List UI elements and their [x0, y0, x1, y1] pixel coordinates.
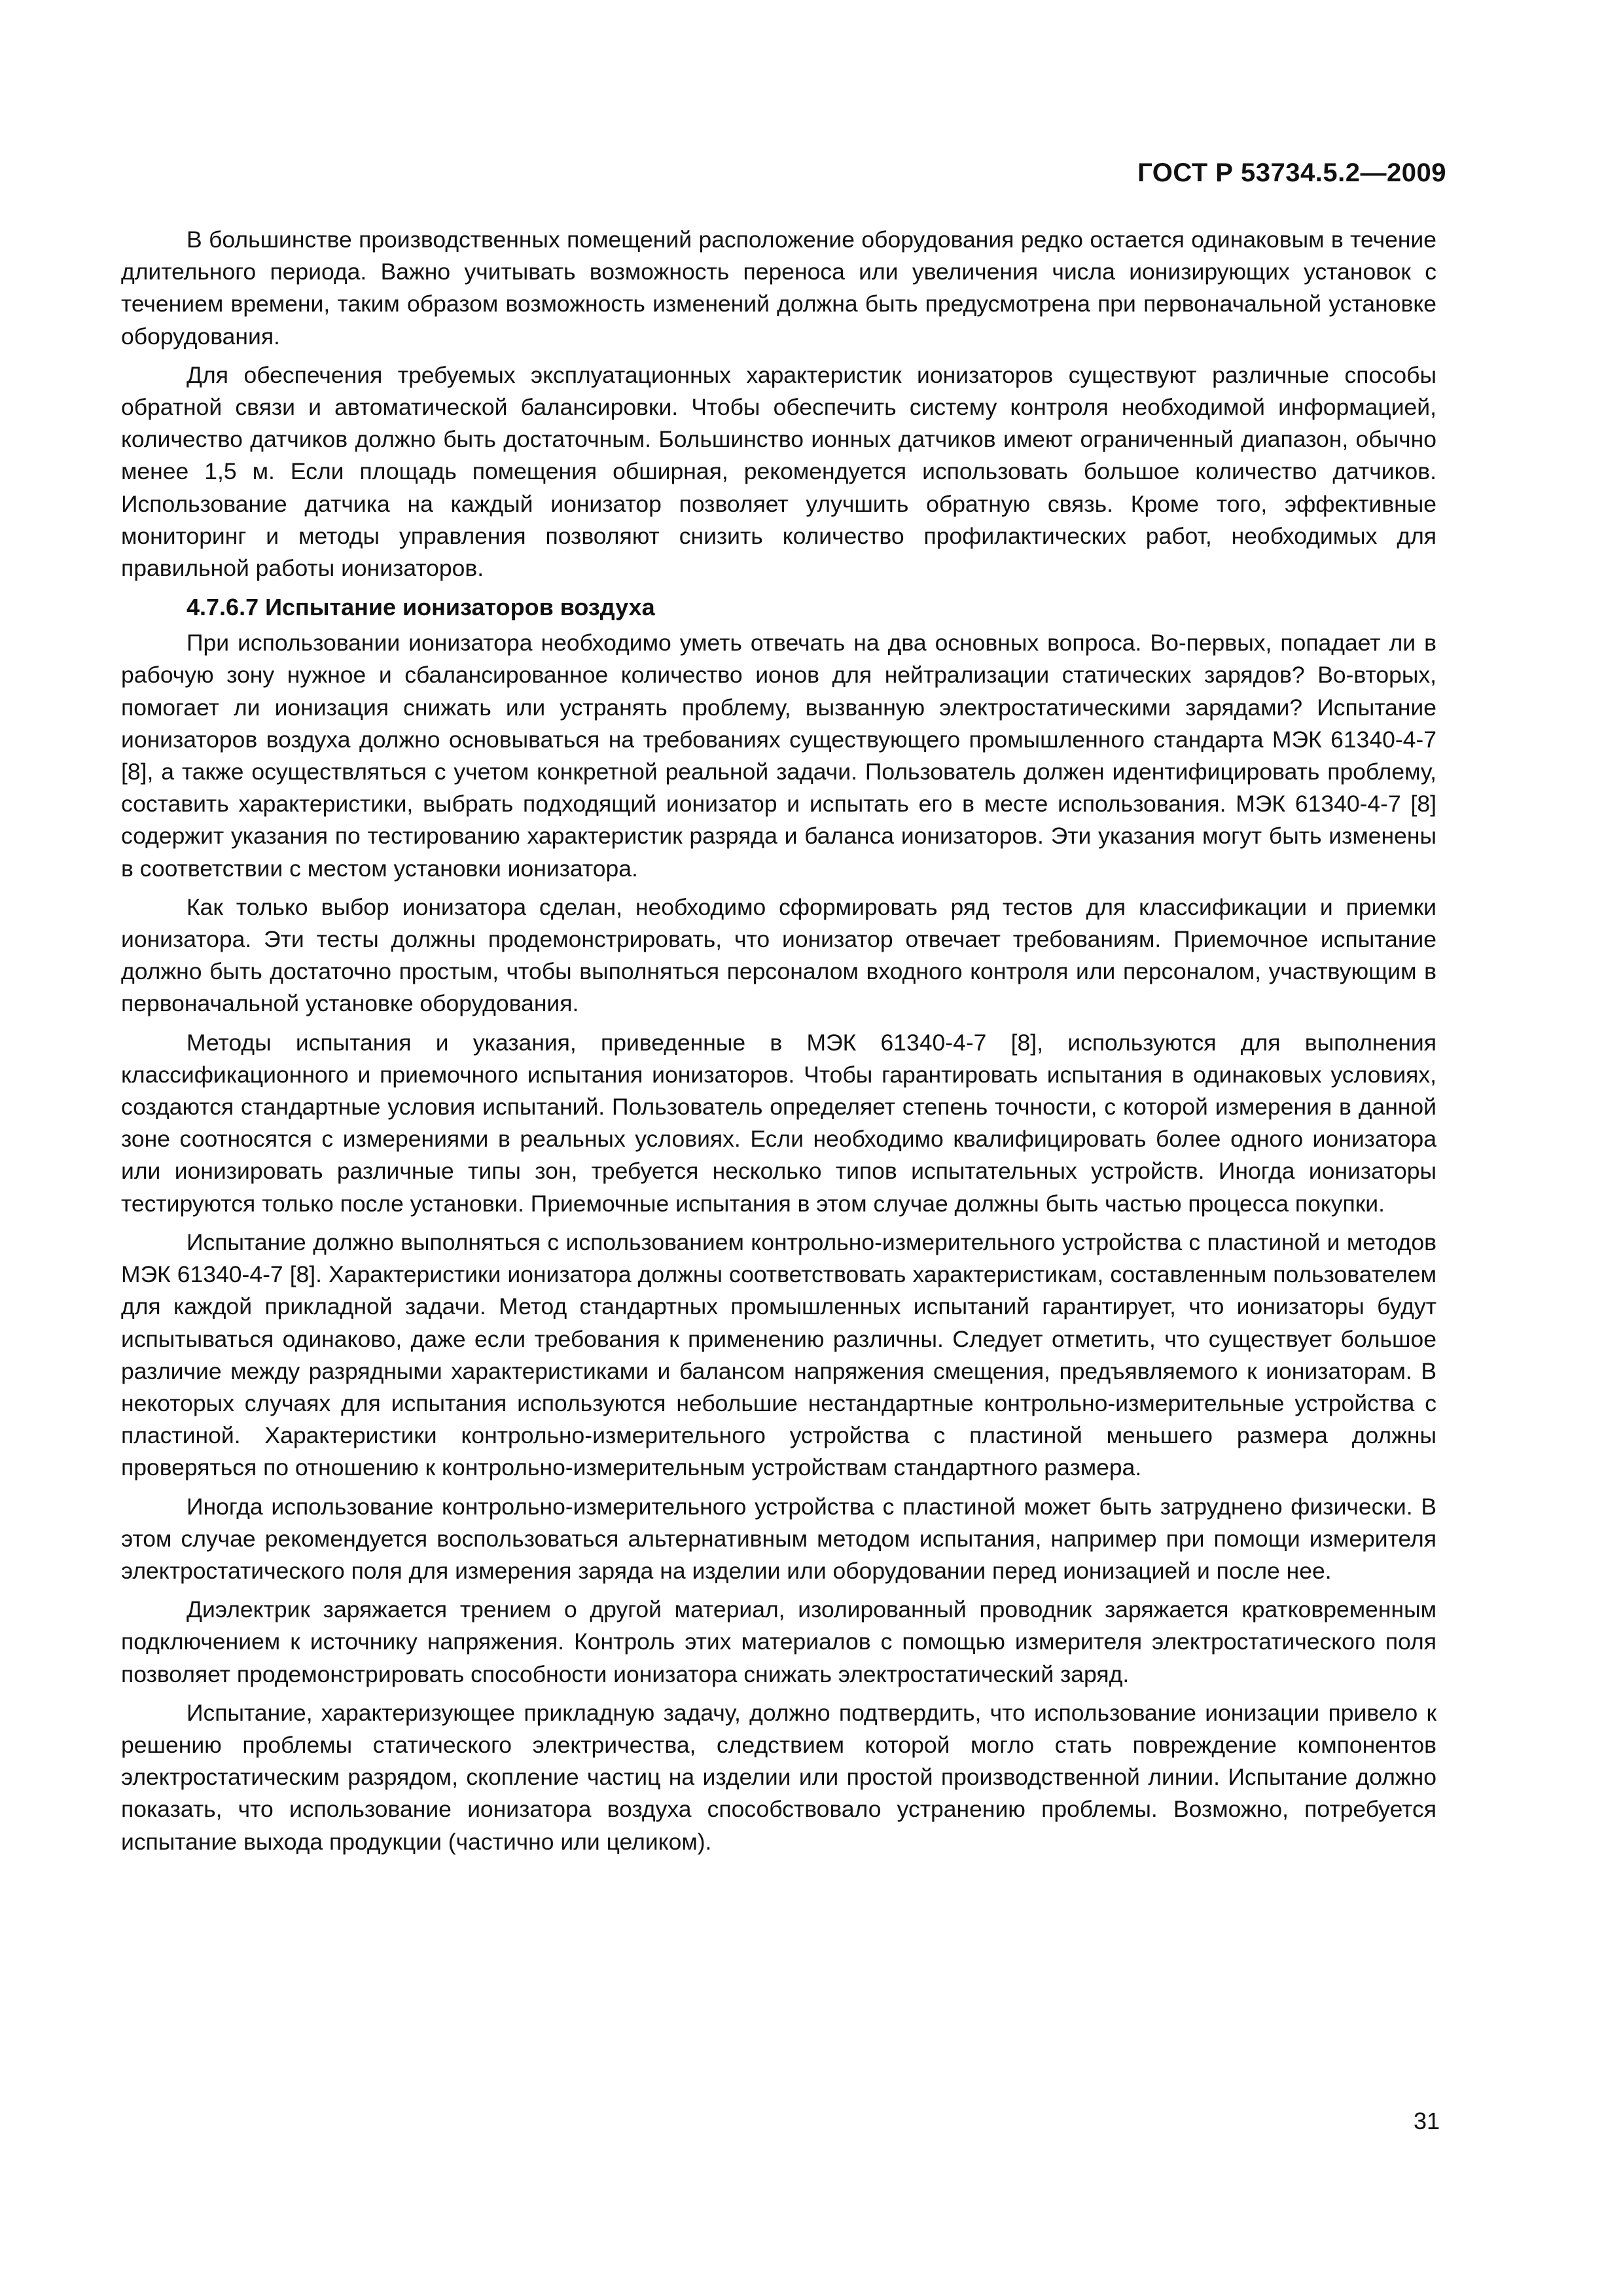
document-body [121, 224, 1436, 1865]
body-paragraph: При использовании ионизатора необходимо уметь отвечать на два основных вопроса. Во-первых, попадает ли в рабочую зону нужное и сбалансированное количество ионов для нейтрализации статических зарядов? Во-вторых, помогает ли ионизация снижать или устранять проблему, вызванную электростатическими зарядами? Испытание ионизаторов воздуха должно основываться на требованиях существующего промышленного стандарта МЭК 61340-4-7 [8], а также осуществляться с учетом конкретной реальной задачи. Пользователь должен идентифицировать проблему, составить характеристики, выбрать подходящий ионизатор и испытать его в месте использования. МЭК 61340-4-7 [8] содержит указания по тестированию характеристик разряда и баланса ионизаторов. Эти указания могут быть изменены в соответствии с местом установки ионизатора. [121, 630, 1436, 882]
section-heading: 4.7.6.7 Испытание ионизаторов воздуха [187, 594, 655, 621]
body-paragraph: Иногда использование контрольно-измерительного устройства с пластиной может быть затруднено физически. В этом случае рекомендуется воспользоваться альтернативным методом испытания, например при помощи измерителя электростатического поля для измерения заряда на изделии или оборудовании перед ионизацией и после нее. [121, 1493, 1436, 1584]
body-paragraph: В большинстве производственных помещений расположение оборудования редко остается одинаковым в течение длительного периода. Важно учитывать возможность переноса или увеличения числа ионизирующих установок с течением времени, таким образом возможность изменений должна быть предусмотрена при первоначальной установке оборудования. [121, 226, 1436, 350]
body-paragraph: Методы испытания и указания, приведенные в МЭК 61340-4-7 [8], используются для выполнения классификационного и приемочного испытания ионизаторов. Чтобы гарантировать испытания в одинаковых условиях, создаются стандартные условия испытаний. Пользователь определяет степень точности, с которой измерения в данной зоне соотносятся с измерениями в реальных условиях. Если необходимо квалифицировать более одного ионизатора или ионизировать различные типы зон, требуется несколько типов испытательных устройств. Иногда ионизаторы тестируются только после установки. Приемочные испытания в этом случае должны быть частью процесса покупки. [121, 1029, 1436, 1217]
body-paragraph: Испытание, характеризующее прикладную задачу, должно подтвердить, что использование ионизации привело к решению проблемы статического электричества, следствием которой могло стать повреждение компонентов электростатическим разрядом, скопление частиц на изделии или простой производственной линии. Испытание должно показать, что использование ионизатора воздуха способствовало устранению проблемы. Возможно, потребуется испытание выхода продукции (частично или целиком). [121, 1699, 1436, 1855]
body-paragraph: Для обеспечения требуемых эксплуатационных характеристик ионизаторов существуют различные способы обратной связи и автоматической балансировки. Чтобы обеспечить систему контроля необходимой информацией, количество датчиков должно быть достаточным. Большинство ионных датчиков имеют ограниченный диапазон, обычно менее 1,5 м. Если площадь помещения обширная, рекомендуется использовать большое количество датчиков. Использование датчика на каждый ионизатор позволяет улучшить обратную связь. Кроме того, эффективные мониторинг и методы управления позволяют снизить количество профилактических работ, необходимых для правильной работы ионизаторов. [121, 361, 1436, 582]
body-paragraph: Как только выбор ионизатора сделан, необходимо сформировать ряд тестов для классификации и приемки ионизатора. Эти тесты должны продемонстрировать, что ионизатор отвечает требованиям. Приемочное испытание должно быть достаточно простым, чтобы выполняться персоналом входного контроля или персоналом, участвующим в первоначальной установке оборудования. [121, 893, 1436, 1017]
page-number: 31 [1413, 2108, 1440, 2134]
body-paragraph: Диэлектрик заряжается трением о другой материал, изолированный проводник заряжается кратковременным подключением к источнику напряжения. Контроль этих материалов с помощью измерителя электростатического поля позволяет продемонстрировать способности ионизатора снижать электростатический заряд. [121, 1596, 1436, 1687]
document-standard-id: ГОСТ Р 53734.5.2—2009 [1137, 158, 1446, 187]
body-paragraph: Испытание должно выполняться с использованием контрольно-измерительного устройства с пластиной и методов МЭК 61340-4-7 [8]. Характеристики ионизатора должны соответствовать характеристикам, составленным пользователем для каждой прикладной задачи. Метод стандартных промышленных испытаний гарантирует, что ионизаторы будут испытываться одинаково, даже если требования к применению различны. Следует отметить, что существует большое различие между разрядными характеристиками и балансом напряжения смещения, предъявляемого к ионизаторам. В некоторых случаях для испытания используются небольшие нестандартные контрольно-измерительные устройства с пластиной. Характеристики контрольно-измерительного устройства с пластиной меньшего размера должны проверяться по отношению к контрольно-измерительным устройствам стандартного размера. [121, 1229, 1436, 1481]
